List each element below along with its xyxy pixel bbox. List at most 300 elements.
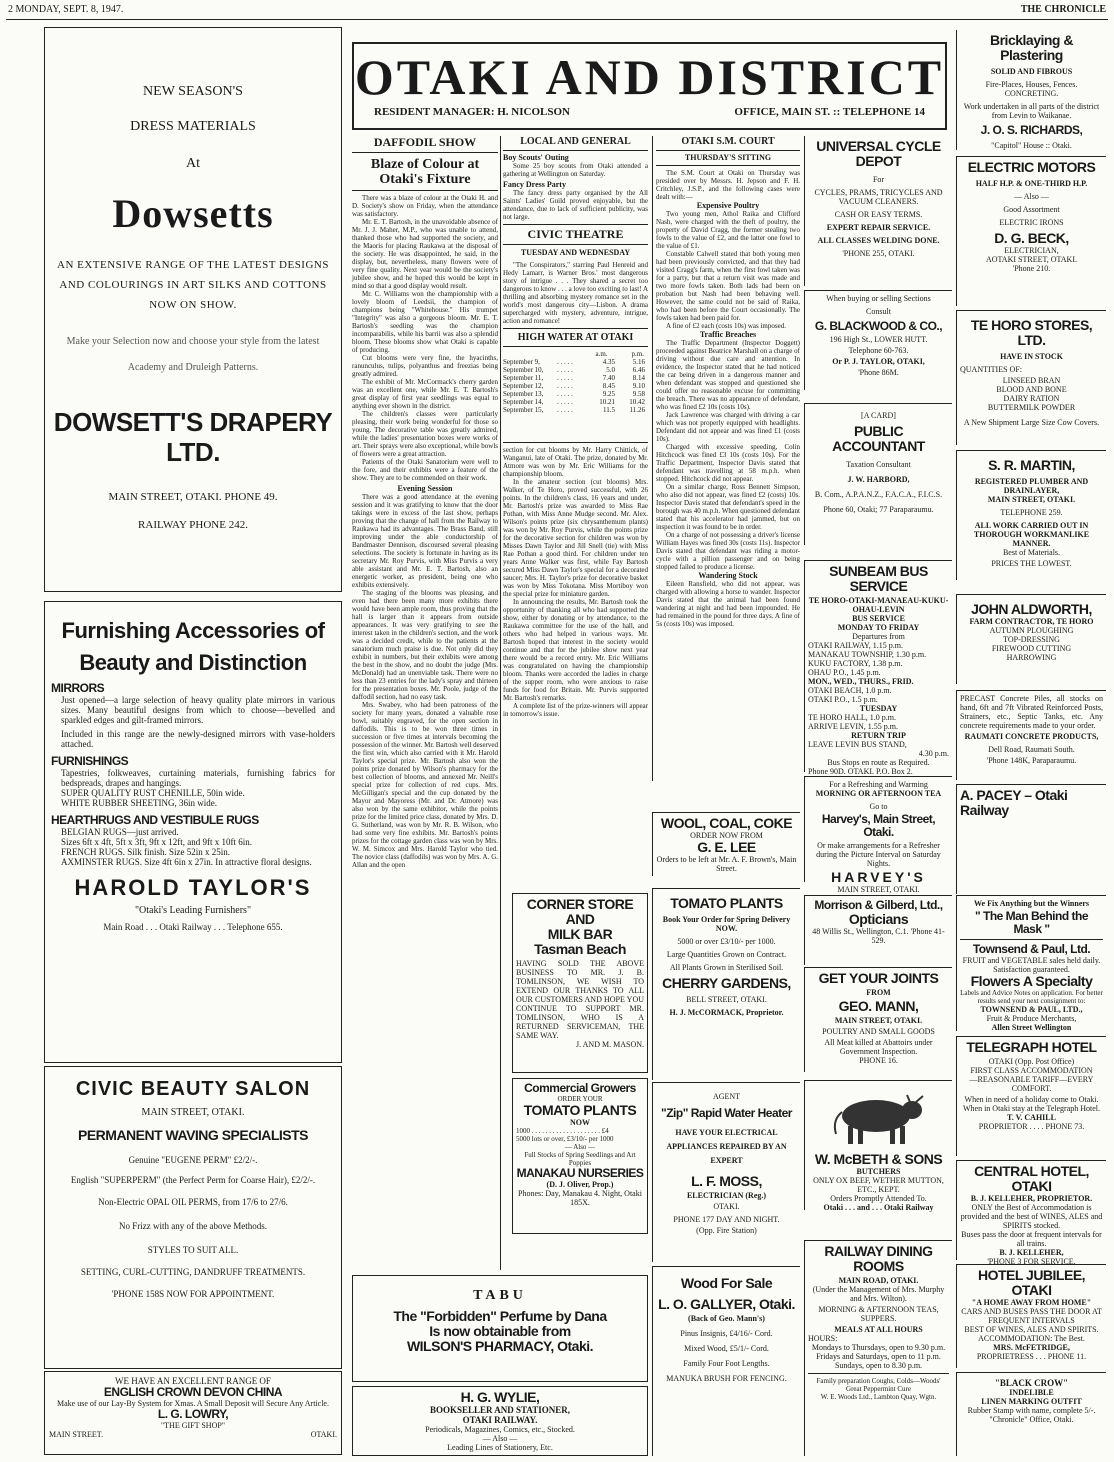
cycle-line3: EXPERT REPAIR SERVICE. bbox=[826, 223, 931, 232]
gallyer-line2: Mixed Wood, £5/1/- Cord. bbox=[684, 1344, 769, 1353]
lowry-tagline: "THE GIFT SHOP" bbox=[160, 1421, 226, 1430]
gallyer-heading: Wood For Sale bbox=[680, 1275, 773, 1291]
richards-line1: SOLID AND FIBROUS bbox=[990, 67, 1073, 76]
cycle-depot-ad bbox=[804, 136, 952, 286]
taylor-rugs-heading: HEARTHRUGS AND VESTIBULE RUGS bbox=[51, 813, 259, 827]
header-rule bbox=[6, 19, 1108, 20]
mcbeth-line3: Otaki . . . and . . . Otaki Railway bbox=[823, 1203, 934, 1212]
richards-name: J. O. S. RICHARDS, bbox=[980, 123, 1083, 137]
lowry-ad bbox=[44, 1371, 342, 1455]
mann-from: FROM bbox=[866, 988, 891, 997]
harbord-card: [A CARD] bbox=[861, 411, 896, 420]
masthead-subline bbox=[354, 106, 945, 118]
blackwood-line1: When buying or selling Sections bbox=[826, 294, 931, 303]
telegraph-name: T. V. CAHILL bbox=[1007, 1113, 1056, 1122]
sunbeam-r13: Phone 90D. OTAKI. P.O. Box 2. bbox=[808, 767, 913, 776]
dining-line1: (Under the Management of Mrs. Murphy and Mrs. Wilton). bbox=[812, 1285, 945, 1303]
townsend-line7: Allen Street Wellington bbox=[991, 1023, 1072, 1032]
daffodil-p9: The staging of the blooms was pleasing, and even had there been many more exhibits there would have been ample room, thus proving that the hall is larger than it appears from outside appearances. It was very gratifying to see the interest taken in the children's section, and the work was a decided credit, while to the patients at the sanatorium much praise is due. Not only did they exhibit in numbers, but their exhibits were among the best in the show, and no doubt the judge (Mrs. McDonald) had an unenviable task. There were no less than 23 entries for the lady's spray and thirteen for the presentation boxes. Mr. Poole, judge of the daffodil section, had no easy task. bbox=[352, 589, 498, 701]
page-date-header: 2 MONDAY, SEPT. 8, 1947. bbox=[8, 4, 124, 15]
cherry-line2: 5000 or over £3/10/- per 1000. bbox=[677, 937, 776, 946]
dining-line2: MORNING & AFTERNOON TEAS, SUPPERS. bbox=[818, 1305, 939, 1323]
moss-line1: HAVE YOUR ELECTRICAL APPLIANCES REPAIRED BY AN EXPERT bbox=[666, 1128, 787, 1165]
sunbeam-days: MONDAY TO FRIDAY bbox=[837, 623, 920, 632]
moss-line3: OTAKI. bbox=[713, 1202, 740, 1211]
central-heading: CENTRAL HOTEL, OTAKI bbox=[974, 1163, 1089, 1194]
dining-address: MAIN ROAD, OTAKI. bbox=[838, 1276, 919, 1285]
mcbeth-ad bbox=[804, 1080, 952, 1210]
highwater-dots: . . . . . bbox=[557, 398, 573, 406]
manakau-h2: TOMATO PLANTS bbox=[523, 1102, 637, 1118]
townsend-line1: We Fix Anything but the Winners bbox=[973, 899, 1090, 908]
manakau-line3: Full Stocks of Spring Seedlings and Art Poppies bbox=[524, 1151, 636, 1167]
court-p2: Two young men, Athol Raika and Clifford Nash, were charged with the theft of poultry, the property of David Cragg, the former stealing two fowls to the value of £2, and the latter one fowl to the value of £1. bbox=[656, 210, 800, 250]
blackwood-consult: Consult bbox=[866, 307, 891, 316]
richards-line3: Work undertaken in all parts of the district from Levin to Waikanae. bbox=[963, 102, 1100, 120]
highwater-row bbox=[503, 390, 648, 398]
sunbeam-heading: SUNBEAM BUS SERVICE bbox=[829, 563, 928, 594]
highwater-row bbox=[503, 358, 648, 366]
highwater-am-time: 9.25 bbox=[602, 390, 615, 398]
blackwood-name: G. BLACKWOOD & CO., bbox=[814, 319, 943, 333]
masthead-title: OTAKI AND DISTRICT bbox=[354, 49, 945, 105]
raumati-ad bbox=[956, 690, 1106, 780]
blackwood-phone: 'Phone 86M. bbox=[858, 368, 899, 377]
highwater-pm-time: 9.10 bbox=[632, 382, 645, 390]
tabu-heading: TABU bbox=[473, 1288, 527, 1303]
daffodil-subheadline: Blaze of Colour at Otaki's Fixture bbox=[370, 157, 480, 187]
cherry-gardens-ad bbox=[652, 888, 800, 1080]
local-sub1: Boy Scouts' Outing bbox=[503, 153, 569, 162]
tehoro-stores-ad bbox=[956, 310, 1106, 445]
gallyer-line3: Family Four Foot Lengths. bbox=[683, 1359, 770, 1368]
taylor-rug3: FRENCH RUGS. Silk finish. Size 52in x 25in. bbox=[61, 847, 231, 857]
highwater-pm-time: 5.16 bbox=[632, 358, 645, 366]
corner-store-ad bbox=[512, 893, 648, 1073]
harveys-line1: For a Refreshing and Warming bbox=[829, 780, 928, 789]
court-p10: Eileen Ransfield, who did not appear, was charged with allowing a horse to wander. Inspector Davis stated that the animal had been found wandering at night and had been impounded. He had remained in the pound for three days. A fine of 5s (costs 10s) was imposed. bbox=[656, 580, 800, 628]
court-sub2: Traffic Breaches bbox=[699, 330, 757, 339]
paper-name-header: THE CHRONICLE bbox=[1020, 4, 1106, 15]
central-phone: 'PHONE 3 FOR SERVICE. bbox=[987, 1257, 1076, 1266]
gallyer-line1: Pinus Insignis, £4/16/- Cord. bbox=[680, 1329, 773, 1338]
court-sub1: Expensive Poultry bbox=[696, 201, 760, 210]
highwater-am-time: 7.40 bbox=[602, 374, 615, 382]
martin-tel: TELEPHONE 259. bbox=[1000, 508, 1063, 517]
lee-order: ORDER NOW FROM bbox=[690, 831, 763, 840]
court-p8: On a similar charge, Ross Bennett Simpson, who also did not appear, was fined £2 (costs) 10s. Inspector Davis stated that defendant's speed in the borough was 40 m.p.h. When questioned defendant stated that his accelerator had jammed, but on inspection it was found to be in order. bbox=[656, 483, 800, 531]
corner-store-h3: Tasman Beach bbox=[534, 941, 626, 957]
court-p3: Constable Calwell stated that both young men had been previously convicted, and that they had visited Cragg's farm, when the first fowl taken was for a party, but that a return visit was made and two more fowls taken. Both lads had been on probation but Nash had been behaving well. However, the same could not be said of Raika, who had been before the Court occasionally. The fowls taken had been paid for. bbox=[656, 250, 800, 322]
martin-line4: Best of Materials. bbox=[1002, 548, 1061, 557]
highwater-am-time: 10.21 bbox=[599, 398, 615, 406]
highwater-columns bbox=[503, 350, 648, 358]
wylie-ad bbox=[352, 1386, 648, 1456]
jubilee-line2: CARS AND BUSES PASS THE DOOR AT FREQUENT INTERVALS bbox=[961, 1307, 1102, 1325]
mann-line2: All Meat killed at Abattoirs under Government Inspection. bbox=[824, 1038, 933, 1056]
cycle-line2: CASH OR EASY TERMS. bbox=[834, 210, 923, 219]
wylie-name: H. G. WYLIE, bbox=[460, 1389, 540, 1405]
gallyer-sub: (Back of Geo. Mann's) bbox=[688, 1314, 765, 1323]
morrison-h1: Morrison & Gilberd, Ltd., bbox=[814, 898, 943, 912]
cycle-line5: 'PHONE 255, OTAKI. bbox=[842, 249, 915, 258]
telegraph-line5: PROPRIETOR . . . . PHONE 73. bbox=[978, 1122, 1085, 1131]
highwater-date: September 14, bbox=[503, 398, 544, 406]
blackcrow-heading: "BLACK CROW" bbox=[994, 1378, 1069, 1388]
wylie-line4: Leading Lines of Stationery, Etc. bbox=[447, 1443, 553, 1452]
cycle-line4: ALL CLASSES WELDING DONE. bbox=[817, 236, 940, 245]
masthead-manager: RESIDENT MANAGER: H. NICOLSON bbox=[374, 106, 570, 118]
highwater-date: September 10, bbox=[503, 366, 544, 374]
telegraph-line1: OTAKI (Opp. Post Office) bbox=[988, 1057, 1075, 1066]
taylor-footer: Main Road . . . Otaki Railway . . . Telephone 655. bbox=[103, 922, 283, 932]
harold-taylor-ad bbox=[44, 601, 342, 1063]
jubilee-heading: HOTEL JUBILEE, OTAKI bbox=[977, 1267, 1086, 1298]
mcbeth-line1: ONLY OX BEEF, WETHER MUTTON, ETC., KEPT. bbox=[813, 1176, 944, 1194]
taylor-chenille: SUPER QUALITY RUST CHENILLE, 50in wide. bbox=[61, 788, 245, 798]
sunbeam-r1: OTAKI RAILWAY, 1.15 p.m. bbox=[808, 641, 903, 650]
taylor-furnishings-heading: FURNISHINGS bbox=[51, 754, 129, 768]
sunbeam-r9: ARRIVE LEVIN, 1.55 p.m. bbox=[808, 722, 898, 731]
lowry-street: MAIN STREET. bbox=[49, 1430, 104, 1439]
corner-store-text: HAVING SOLD THE ABOVE BUSINESS TO MR. J. B. TOMLINSON, WE WISH TO EXTEND OUR THANKS TO ALL OUR CUSTOMERS AND HOPE YOU CONTINUE TO SUPPORT MR. TOMLINSON, WHO IS A RETURNED SERVICEMAN, THE SAME WAY. bbox=[516, 959, 644, 1040]
highwater-pm-time: 8.14 bbox=[632, 374, 645, 382]
highwater-am: a.m. bbox=[595, 350, 608, 358]
manakau-nurseries-ad bbox=[512, 1078, 648, 1234]
local-cont-p1: section for cut blooms by Mr. Harry Chittick, of Wanganui, late of Otaki. The prize, donated by Mr. Atmore was won by Mr. Eric Williams for the championship bloom. bbox=[503, 446, 648, 478]
sunbeam-r10: LEAVE LEVIN BUS STAND, bbox=[808, 740, 907, 749]
townsend-ad bbox=[956, 895, 1106, 1031]
dining-heading: RAILWAY DINING ROOMS bbox=[824, 1243, 933, 1274]
townsend-heading: Flowers A Specialty bbox=[970, 973, 1093, 989]
sunbeam-r4: OHAU P.O., 1.45 p.m. bbox=[808, 668, 881, 677]
central-line3: Buses pass the door at frequent intervals for all trains. bbox=[961, 1230, 1102, 1248]
manakau-prop: (D. J. Oliver, Prop.) bbox=[546, 1180, 614, 1189]
daffodil-p8: There was a good attendance at the evening session and it was gratifying to know that the door takings were in excess of the last show, perhaps proving that the change of hall from the Railway to Raukawa had its advantages. The Brass Band, still improving under the able conductorship of Bandmaster Dennison, discoursed several pleasing selections. The society is fortunate in having as its secretary Mr. Roy Purvis, with Miss Purvis a very able assistant and Mr. E. T. Bartosh, also an energetic worker, as president, being one who exhibits extensively. bbox=[352, 493, 498, 589]
taylor-sheeting: WHITE RUBBER SHEETING, 36in wide. bbox=[61, 798, 217, 808]
highwater-dots: . . . . . bbox=[557, 406, 573, 414]
highwater-table bbox=[503, 358, 648, 414]
highwater-pm: p.m. bbox=[631, 350, 644, 358]
blackcrow-line3: Rubber Stamp with name, complete 5/-. bbox=[967, 1406, 1096, 1415]
taylor-name: HAROLD TAYLOR'S bbox=[74, 875, 312, 900]
lowry-town: OTAKI. bbox=[310, 1430, 337, 1439]
moss-agent: AGENT bbox=[712, 1092, 741, 1101]
cherry-address: BELL STREET, OTAKI. bbox=[686, 995, 767, 1004]
taylor-mirrors-text2: Included in this range are the newly-designed mirrors with vase-holders attached. bbox=[61, 729, 335, 749]
dining-line8: Family preparation Coughs, Colds—Woods' Great Peppermint Cure bbox=[816, 1377, 941, 1393]
beauty-perm-heading: PERMANENT WAVING SPECIALISTS bbox=[78, 1127, 308, 1143]
court-sub: THURSDAY'S SITTING bbox=[684, 153, 772, 162]
richards-ad bbox=[956, 30, 1106, 150]
mann-address: MAIN STREET, OTAKI. bbox=[834, 1016, 923, 1025]
dowsetts-body: AN EXTENSIVE RANGE OF THE LATEST DESIGNS AND COLOURINGS IN ART SILKS AND COTTONS NOW ON SHOW. bbox=[57, 259, 329, 311]
cherry-line1: Book Your Order for Spring Delivery NOW. bbox=[662, 915, 791, 933]
pacey-ad bbox=[956, 784, 1106, 894]
daffodil-headline: DAFFODIL SHOW bbox=[352, 136, 498, 153]
dining-line6: Fridays and Saturdays, open to 11 p.m. bbox=[816, 1352, 941, 1361]
tehoro-items: LINSEED BRAN BLOOD AND BONE DAIRY RATION BUTTERMILK POWDER bbox=[987, 376, 1076, 412]
local-cont-p3: In announcing the results, Mr. Bartosh took the opportunity of thanking all who had supported the show, either by donating or by attendance, to the Raukawa committee for the use of the hall, and others who had helped in various ways. Mr. Bartosh hoped that interest in the society would continue and that for the jubilee show next year there would be a record entry. Mr. Eric Williams was congratulated on having the championship bloom. Thanks were accorded the ladies in charge of the supper room, who were anxious to raise funds for food for Britain. Mr. Purvis supported Mr. Bartosh's remarks. bbox=[503, 598, 648, 702]
bull-illustration bbox=[824, 1086, 934, 1150]
highwater-heading: HIGH WATER AT OTAKI bbox=[517, 332, 634, 343]
local-heading: LOCAL AND GENERAL bbox=[503, 136, 648, 151]
harbord-heading: PUBLIC ACCOUNTANT bbox=[832, 423, 925, 454]
townsend-line4: Labels and Advice Notes on application. For better results send your next consignment to: bbox=[960, 989, 1103, 1005]
daffodil-evening-heading: Evening Session bbox=[397, 484, 453, 493]
beauty-line6: SETTING, CURL-CUTTING, DANDRUFF TREATMENTS. bbox=[80, 1267, 306, 1277]
mann-line1: POULTRY AND SMALL GOODS bbox=[822, 1027, 935, 1036]
martin-line5: PRICES THE LOWEST. bbox=[991, 559, 1072, 568]
sunbeam-r2: MANAKAU TOWNSHIP, 1.30 p.m. bbox=[808, 650, 927, 659]
daffodil-p1: There was a blaze of colour at the Otaki H. and D. Society's show on Friday, when the attendance was satisfactory. bbox=[352, 194, 498, 218]
cycle-heading: UNIVERSAL CYCLE DEPOT bbox=[816, 138, 941, 169]
lee-name: G. E. LEE bbox=[697, 839, 756, 855]
richards-heading: Bricklaying & Plastering bbox=[990, 32, 1073, 63]
court-p5: The Traffic Department (Inspector Doggett) proceeded against Beatrice Marshall on a charge of driving without due care and attention. In evidence, the Inspector stated that he had noticed the car being driven in a dangerous manner and when defendant was stopped and questioned she could offer no reasonable excuse for committing the breach. There was no appearance of defendant, who was fined £2 10s (costs 10s). bbox=[656, 339, 800, 411]
gallyer-name: L. O. GALLYER, Otaki. bbox=[658, 1296, 795, 1312]
sunbeam-r11: 4.30 p.m. bbox=[918, 749, 949, 758]
daffodil-p4: Cut blooms were very fine, the hyacinths, ranunculus, tulips, polyanthus and freezias being greatly admired. bbox=[352, 354, 498, 378]
cherry-heading: TOMATO PLANTS bbox=[670, 895, 783, 911]
local-cont-p2: In the amateur section (cut blooms) Mrs. Walker, of Te Horo, proved successful, with 26 points. In the children's class, 16 years and under, Mr. Bartosh's prize was awarded to Miss Rae Pothan, with Miss Anne Mudge second. Mr. Alex. Wilson's points prize (six chrysanthemum plants) was won by Mr. Roy Purvis, while the points prize for the decorative section for children was won by Misses Dawn Taylor and Jill Snell (tie) with Miss Rae Pothan a good third. For children under ten years Anne Walker was first, while Fay Bartosh secured Miss Dawn Taylor's special for a decorated saucer; Mrs. H. Taylor's prize for decorative basket was won by Miss Tokotana. Miss Mortiboy won the special prize for miniature garden. bbox=[503, 478, 648, 598]
manakau-line1: 1000 . . . . . . . . . . . . . . . . . . . . £4 bbox=[516, 1127, 609, 1135]
local-cont-p4: A complete list of the prize-winners will appear in tomorrow's issue. bbox=[503, 702, 648, 718]
harveys-ad bbox=[804, 776, 952, 894]
daffodil-p7: Patients of the Otaki Sanatorium were well to the fore, and their exhibits were a feature of the show. They are to be commended on their work. bbox=[352, 458, 498, 482]
richards-address: "Capitol" House :: Otaki. bbox=[991, 141, 1072, 150]
harbord-name: J. W. HARBORD, bbox=[847, 475, 910, 484]
beauty-line3: Non-Electric OPAL OIL PERMS, from 17/6 to 27/6. bbox=[98, 1197, 288, 1207]
sunbeam-r8: TE HORO HALL, 1.0 p.m. bbox=[808, 713, 896, 722]
taylor-furnishings-text: Tapestries, folkweaves, curtaining materials, furnishing fabrics for bedspreads, drapes and hangings. bbox=[61, 768, 335, 788]
sunbeam-r7: OTAKI P.O., 1.5 p.m. bbox=[808, 695, 878, 704]
highwater-am-time: 5.0 bbox=[606, 366, 615, 374]
central-line2: ONLY the Best of Accommodation is provided and the best of WINES, ALES and SPIRITS stocked. bbox=[960, 1203, 1103, 1230]
dowsetts-line3: At bbox=[186, 156, 200, 171]
wylie-line1: BOOKSELLER AND STATIONER, bbox=[430, 1405, 570, 1415]
lowry-footer bbox=[49, 1430, 337, 1439]
central-line1: B. J. KELLEHER, PROPRIETOR. bbox=[970, 1194, 1093, 1203]
beauty-line7: 'PHONE 158S NOW FOR APPOINTMENT. bbox=[111, 1289, 275, 1299]
lowry-line3: Make use of our Lay-By System for Xmas. A Small Deposit will Secure Any Article. bbox=[57, 1399, 329, 1408]
masthead bbox=[352, 42, 947, 130]
blackcrow-line1: INDELIBLE bbox=[1009, 1388, 1054, 1397]
dining-line7: Sundays, open to 8.30 p.m. bbox=[834, 1361, 923, 1370]
lee-heading: WOOL, COAL, COKE bbox=[660, 815, 793, 831]
taylor-tagline: "Otaki's Leading Furnishers" bbox=[134, 905, 252, 916]
telegraph-heading: TELEGRAPH HOTEL bbox=[966, 1039, 1097, 1055]
harveys-address: MAIN STREET, OTAKI. bbox=[837, 885, 920, 894]
lowry-name: L. G. LOWRY, bbox=[157, 1407, 229, 1421]
beck-line2: Good Assortment bbox=[1003, 205, 1060, 214]
central-hotel-ad bbox=[956, 1160, 1106, 1266]
jubilee-hotel-ad bbox=[956, 1264, 1106, 1368]
tabu-line2: Is now obtainable from bbox=[429, 1323, 571, 1339]
telegraph-hotel-ad bbox=[956, 1036, 1106, 1156]
dowsetts-line2: DRESS MATERIALS bbox=[130, 119, 256, 134]
mann-ad bbox=[804, 967, 952, 1072]
highwater-am-time: 11.5 bbox=[603, 406, 615, 414]
blackwood-address: 196 High St., LOWER HUTT. bbox=[829, 335, 928, 344]
mcbeth-line2: Orders Promptly Attended To. bbox=[830, 1194, 927, 1203]
aldworth-line1: FARM CONTRACTOR, TE HORO bbox=[969, 617, 1094, 626]
tabu-line1: The "Forbidden" Perfume by Dana bbox=[393, 1308, 607, 1324]
dowsetts-logo: Dowsetts bbox=[112, 191, 274, 236]
highwater-row bbox=[503, 374, 648, 382]
highwater-pm-time: 10.42 bbox=[629, 398, 645, 406]
lowry-line2: ENGLISH CROWN DEVON CHINA bbox=[103, 1385, 283, 1399]
townsend-line3: FRUIT and VEGETABLE sales held daily. Satisfaction guaranteed. bbox=[962, 956, 1101, 974]
harbord-phone: Phone 60, Otaki; 77 Paraparaumu. bbox=[823, 505, 934, 514]
moss-line2: ELECTRICIAN (Reg.) bbox=[686, 1191, 767, 1200]
lee-ad bbox=[652, 812, 800, 876]
martin-line2: MAIN STREET, OTAKI. bbox=[987, 495, 1076, 504]
morrison-h2: Opticians bbox=[848, 911, 909, 927]
wylie-also: — Also — bbox=[482, 1434, 518, 1443]
court-p7: Charged with excessive speeding, Colin Hitchcock was fined £3 10s (costs 10s). For the Traffic Department, Inspector Davis stated that defendant was travelling at 58 m.p.h. when stopped. Hitchcock did not appear. bbox=[656, 443, 800, 483]
highwater-pm-time: 9.58 bbox=[632, 390, 645, 398]
beck-ad bbox=[956, 156, 1106, 306]
dowsetts-firm: DOWSETT'S DRAPERY LTD. bbox=[53, 407, 333, 467]
dowsetts-railway: RAILWAY PHONE 242. bbox=[138, 519, 248, 531]
beck-line3: ELECTRIC IRONS bbox=[999, 218, 1064, 227]
beck-line1: HALF H.P. & ONE-THIRD H.P. bbox=[975, 179, 1088, 188]
harveys-name1: Harvey's, Main Street, Otaki. bbox=[821, 812, 936, 839]
jubilee-line5: PROPRIETRESS . . . PHONE 11. bbox=[976, 1352, 1087, 1361]
dining-line3: MEALS AT ALL HOURS bbox=[834, 1325, 923, 1334]
harveys-or: Or make arrangements for a Refresher during the Picture Interval on Saturday Nights. bbox=[816, 841, 941, 868]
blackcrow-line2: LINEN MARKING OUTFIT bbox=[981, 1397, 1082, 1406]
raumati-address: Dell Road, Raumati South. bbox=[988, 745, 1075, 754]
masthead-office: OFFICE, MAIN ST. :: TELEPHONE 14 bbox=[734, 106, 925, 118]
beck-name: D. G. BECK, bbox=[994, 230, 1069, 246]
highwater-dots: . . . . . bbox=[557, 374, 573, 382]
cherry-prop: H. J. McCORMACK, Proprietor. bbox=[669, 1008, 784, 1017]
townsend-line5: TOWNSEND & PAUL, LTD., bbox=[980, 1005, 1083, 1014]
beck-phone: 'Phone 210. bbox=[1012, 264, 1051, 273]
court-p9: On a charge of not possessing a driver's license William Hayes was fined 30s (costs 11s). Inspector Davis stated that defendant was riding a motor-cycle with a pillion passenger and on being stopped failed to produce a license. bbox=[656, 531, 800, 571]
dining-line9: W. E. Woods Ltd., Lambton Quay, Wgtn. bbox=[820, 1393, 937, 1401]
harveys-goto: Go to bbox=[869, 802, 888, 811]
sunbeam-r5: MON., WED., THURS., FRID. bbox=[808, 677, 914, 686]
harbord-line1: Taxation Consultant bbox=[846, 460, 911, 469]
sunbeam-tuesday: TUESDAY bbox=[859, 704, 898, 713]
blackwood-ad bbox=[804, 290, 952, 390]
tehoro-quantities: QUANTITIES OF: bbox=[960, 365, 1022, 374]
daffodil-p5: The exhibit of Mr. McCormack's cherry garden was an excellent one, while Mr. E. T. Bartosh's great display of first year seedlings was equal to anything ever shown in the district. bbox=[352, 378, 498, 410]
townsend-line2: " The Man Behind the Mask " bbox=[974, 909, 1089, 936]
beauty-line4: No Frizz with any of the above Methods. bbox=[119, 1221, 267, 1231]
taylor-mirrors-text: Just opened—a large selection of heavy quality plate mirrors in various sizes. Many beautiful designs from which to choose—bevelled and sparkled edges and gilt-framed mirrors. bbox=[61, 695, 335, 725]
highwater-date: September 11, bbox=[503, 374, 544, 382]
highwater-date: September 13, bbox=[503, 390, 544, 398]
corner-store-h1: CORNER STORE AND bbox=[526, 896, 634, 927]
cycle-line1: CYCLES, PRAMS, TRICYCLES AND VACUUM CLEANERS. bbox=[814, 188, 943, 206]
raumati-name: RAUMATI CONCRETE PRODUCTS, bbox=[964, 732, 1099, 741]
tabu-ad bbox=[352, 1275, 648, 1382]
daffodil-p3: Mr. C. Williams won the championship with a lovely bloom of Leedsii, the champion of champions being "Whitehouse." His trumpet "Integrity" was also a gorgeous bloom. Mr. E. T. Bartosh's seedling was the champion incomparabilis, while his barrii was also a splendid bloom. These blooms show what Otaki is capable of producing. bbox=[352, 290, 498, 354]
railway-dining-ad bbox=[804, 1240, 952, 1456]
harveys-name2: HARVEY'S bbox=[831, 869, 926, 885]
highwater-dots: . . . . . bbox=[557, 390, 573, 398]
highwater-row bbox=[503, 366, 648, 374]
cherry-name: CHERRY GARDENS, bbox=[662, 975, 791, 991]
taylor-mirrors-heading: MIRRORS bbox=[51, 681, 105, 695]
blackcrow-line4: "Chronicle" Office, Otaki. bbox=[989, 1415, 1074, 1424]
cherry-line4: All Plants Grown in Sterilised Soil. bbox=[669, 963, 784, 972]
highwater-am-time: 8.45 bbox=[602, 382, 615, 390]
highwater-pm-time: 11.26 bbox=[629, 406, 645, 414]
mann-phone: PHONE 16. bbox=[859, 1056, 898, 1065]
theatre-heading: CIVIC THEATRE bbox=[527, 227, 624, 241]
raumati-phone: 'Phone 148K, Paraparaumu. bbox=[986, 756, 1077, 765]
jubilee-line3: BEST OF WINES, ALES AND SPIRITS. bbox=[964, 1325, 1099, 1334]
local-sub2: Fancy Dress Party bbox=[503, 180, 566, 189]
sunbeam-bus-ad bbox=[804, 560, 952, 776]
court-p6: Jack Lawrence was charged with driving a car which was not properly equipped with headlights. Defendant did not appear and was fined £1 (costs 10s). bbox=[656, 411, 800, 443]
telegraph-line4: When in need of a holiday come to Otaki. When in Otaki stay at the Telegraph Hotel. bbox=[962, 1095, 1101, 1113]
beauty-line2: English "SUPERPERM" (the Perfect Perm for Coarse Hair), £2/2/-. bbox=[70, 1175, 316, 1185]
court-sub3: Wandering Stock bbox=[698, 571, 758, 580]
theatre-days: TUESDAY AND WEDNESDAY bbox=[520, 248, 631, 257]
morrison-address: 48 Willis St., Wellington, C.1. 'Phone 41-529. bbox=[812, 927, 945, 945]
highwater-date: September 9, bbox=[503, 358, 540, 366]
moss-line5: (Opp. Fire Station) bbox=[696, 1226, 757, 1235]
manakau-line2: 5000 lots or over, £3/10/- per 1000 bbox=[516, 1135, 614, 1143]
aldworth-ad bbox=[956, 594, 1106, 684]
sunbeam-r12: Bus Stops en route as Required. bbox=[827, 758, 930, 767]
cherry-line3: Large Quantities Grown on Contract. bbox=[666, 950, 787, 959]
sunbeam-route: TE HORO-OTAKI-MANAEAU-KUKU-OHAU-LEVIN bbox=[808, 596, 949, 614]
moss-ad bbox=[652, 1082, 800, 1262]
moss-line4: PHONE 177 DAY AND NIGHT. bbox=[673, 1215, 780, 1224]
dowsetts-address: MAIN STREET, OTAKI. PHONE 49. bbox=[108, 491, 278, 503]
martin-heading: S. R. MARTIN, bbox=[988, 457, 1075, 473]
highwater-row bbox=[503, 382, 648, 390]
beauty-address: MAIN STREET, OTAKI. bbox=[141, 1107, 245, 1118]
highwater-dots: . . . . . bbox=[557, 366, 573, 374]
beauty-line5: STYLES TO SUIT ALL. bbox=[147, 1245, 239, 1255]
martin-line1: REGISTERED PLUMBER AND DRAINLAYER, bbox=[974, 477, 1089, 495]
jubilee-line4: ACCOMMODATION: The Best. bbox=[978, 1334, 1085, 1343]
daffodil-p6: The children's classes were particularly pleasing, their work being wonderful for those so young. The decorative table was greatly admired, while the ladies' presentation boxes were works of art. Their sprays were also exceptional, while bowls of flowers were a great attraction. bbox=[352, 410, 498, 458]
beck-line5: AOTAKI STREET, OTAKI. bbox=[986, 255, 1077, 264]
sunbeam-r3: KUKU FACTORY, 1.38 p.m. bbox=[808, 659, 903, 668]
tehoro-line1: A New Shipment Large Size Cow Covers. bbox=[963, 418, 1100, 427]
townsend-line6: Fruit & Produce Merchants, bbox=[986, 1014, 1077, 1023]
taylor-rug4: AXMINSTER RUGS. Size 4ft 6in x 27in. In attractive floral designs. bbox=[61, 857, 312, 867]
tehoro-sub: HAVE IN STOCK bbox=[1000, 352, 1063, 361]
sunbeam-bus: BUS SERVICE bbox=[852, 614, 905, 623]
sunbeam-departures: Departures from bbox=[852, 632, 905, 641]
beck-also: — Also — bbox=[1014, 192, 1049, 201]
jubilee-line1: "A HOME AWAY FROM HOME" bbox=[971, 1298, 1092, 1307]
civic-beauty-ad bbox=[44, 1066, 342, 1369]
pacey-heading: A. PACEY – Otaki Railway bbox=[960, 787, 1068, 818]
manakau-h1: Commercial Growers bbox=[524, 1081, 636, 1095]
daffodil-p2: Mr. E. T. Bartosh, in the unavoidable absence of Mr. J. J. Maher, M.P., who was unable to attend, thanked those who had supported the society, and the Maoris for placing Raukawa at the disposal of the society. He was disappointed, he said, in the display, but, nevertheless, many flowers were of very fine quality. Next year would be the society's jubilee show, and he hoped this would be kept in mind so that a good display would result. bbox=[352, 218, 498, 290]
daffodil-article bbox=[352, 136, 498, 1270]
dowsetts-ad bbox=[44, 27, 342, 592]
mann-name: GEO. MANN, bbox=[838, 998, 919, 1014]
moss-name: L. F. MOSS, bbox=[691, 1173, 762, 1189]
mcbeth-sub: BUTCHERS bbox=[856, 1167, 901, 1176]
highwater-row bbox=[503, 398, 648, 406]
martin-line3: ALL WORK CARRIED OUT IN THOROUGH WORKMANLIKE MANNER. bbox=[973, 521, 1090, 548]
beck-heading: ELECTRIC MOTORS bbox=[967, 159, 1096, 175]
wylie-line3: Periodicals, Magazines, Comics, etc., Stocked. bbox=[425, 1425, 575, 1434]
